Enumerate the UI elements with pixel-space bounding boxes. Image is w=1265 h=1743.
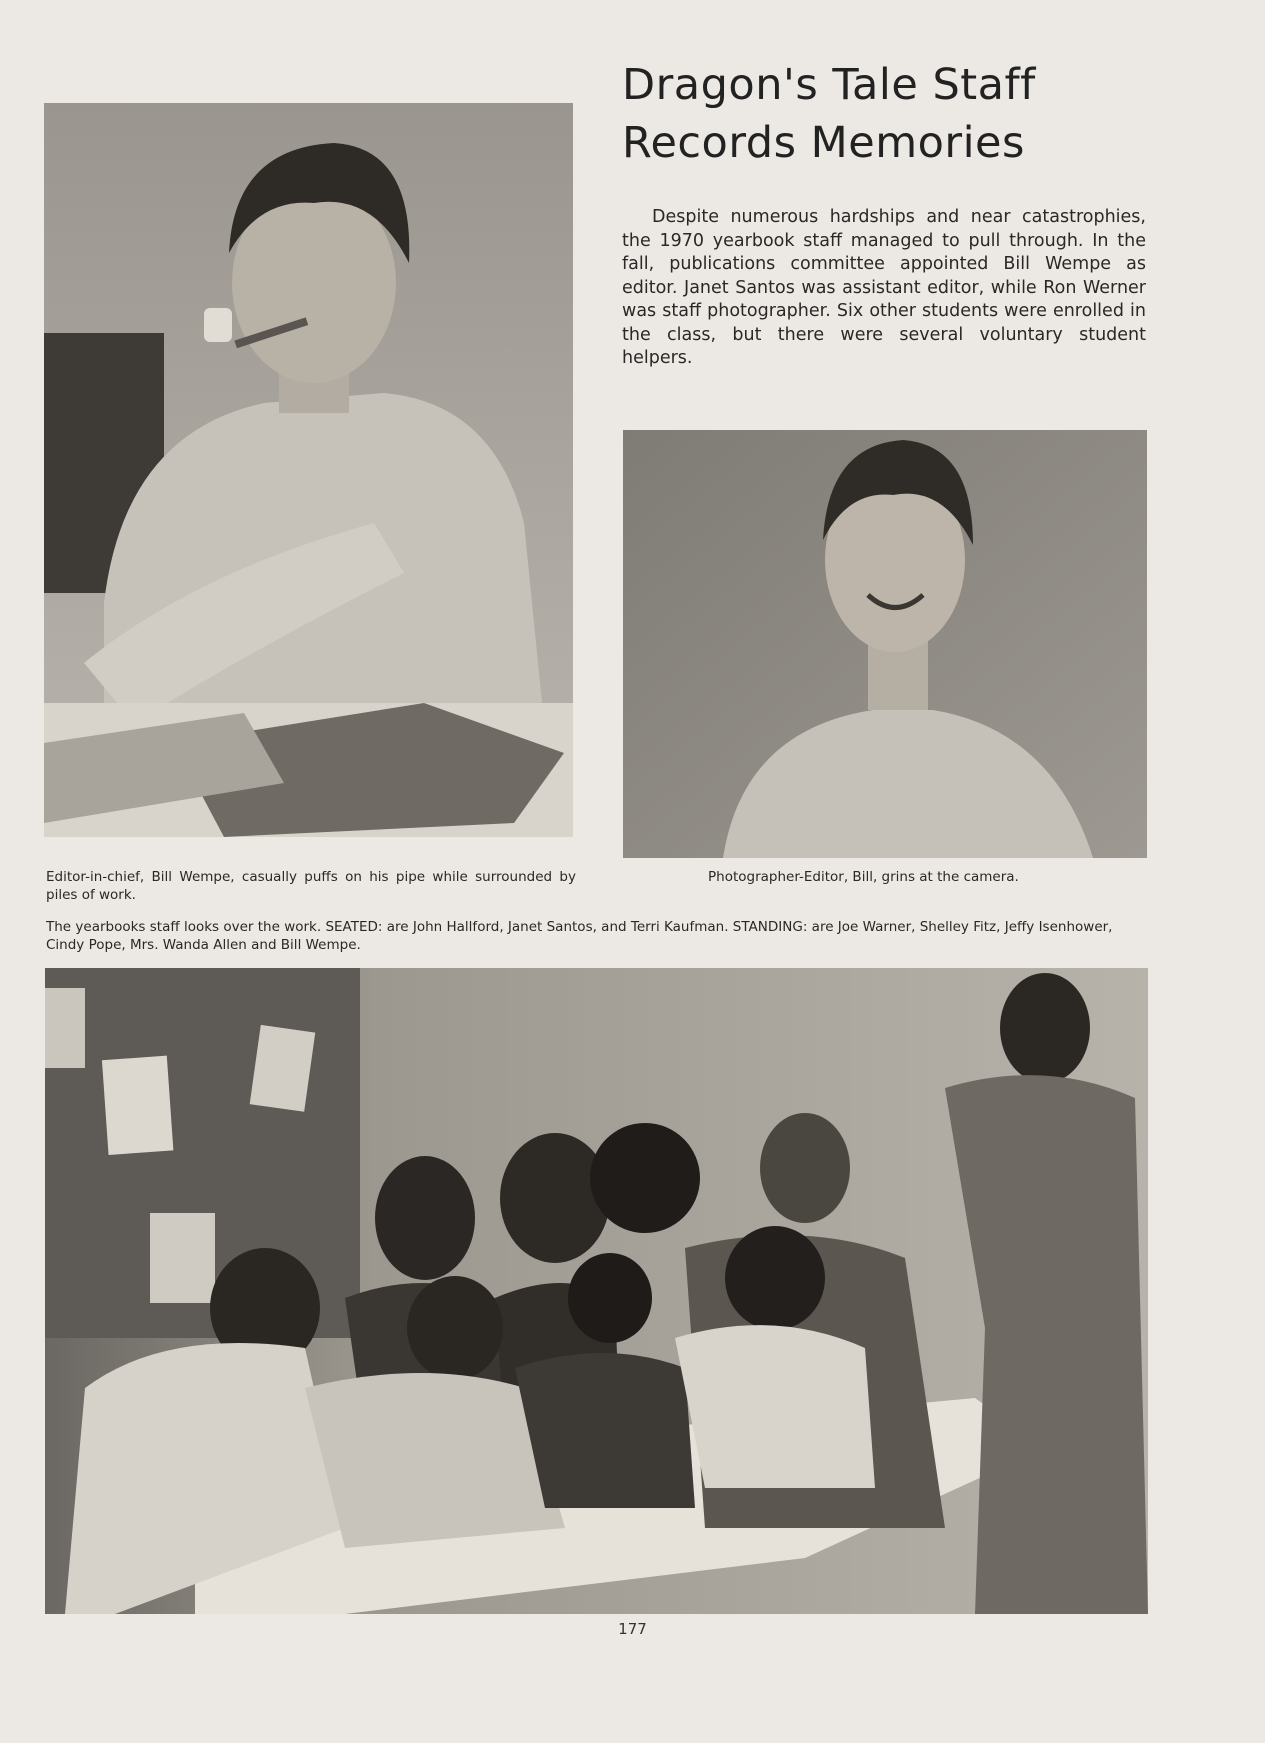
staff-caption: The yearbooks staff looks over the work. SEATED: are John Hallford, Janet Santos, and Terri Kaufman. STANDING: are Joe Warner, Shelley Fitz, Jeffy Isenhower, Cindy Pope, Mrs. Wanda Allen and Bill Wempe. <box>46 919 1113 953</box>
photographer-caption: Photographer-Editor, Bill, grins at the camera. <box>708 869 1019 885</box>
staff-group-photo <box>45 968 1148 1614</box>
article-body: Despite numerous hardships and near catastrophies, the 1970 yearbook staff managed to pull through. In the fall, publications committee appointed Bill Wempe as editor. Janet Santos was assistant editor, while Ron Werner was staff photographer. Six other students were enrolled in the class, but there were several voluntary student helpers. <box>622 207 1146 368</box>
editor-caption: Editor-in-chief, Bill Wempe, casually puffs on his pipe while surrounded by piles of work. <box>46 869 576 903</box>
title-line-1: Dragon's Tale Staff <box>622 60 1036 110</box>
title-line-2: Records Memories <box>622 118 1025 168</box>
page-number: 177 <box>618 1620 647 1638</box>
photographer-photo <box>623 430 1147 858</box>
editor-photo <box>44 103 573 837</box>
page-title <box>622 56 1182 172</box>
